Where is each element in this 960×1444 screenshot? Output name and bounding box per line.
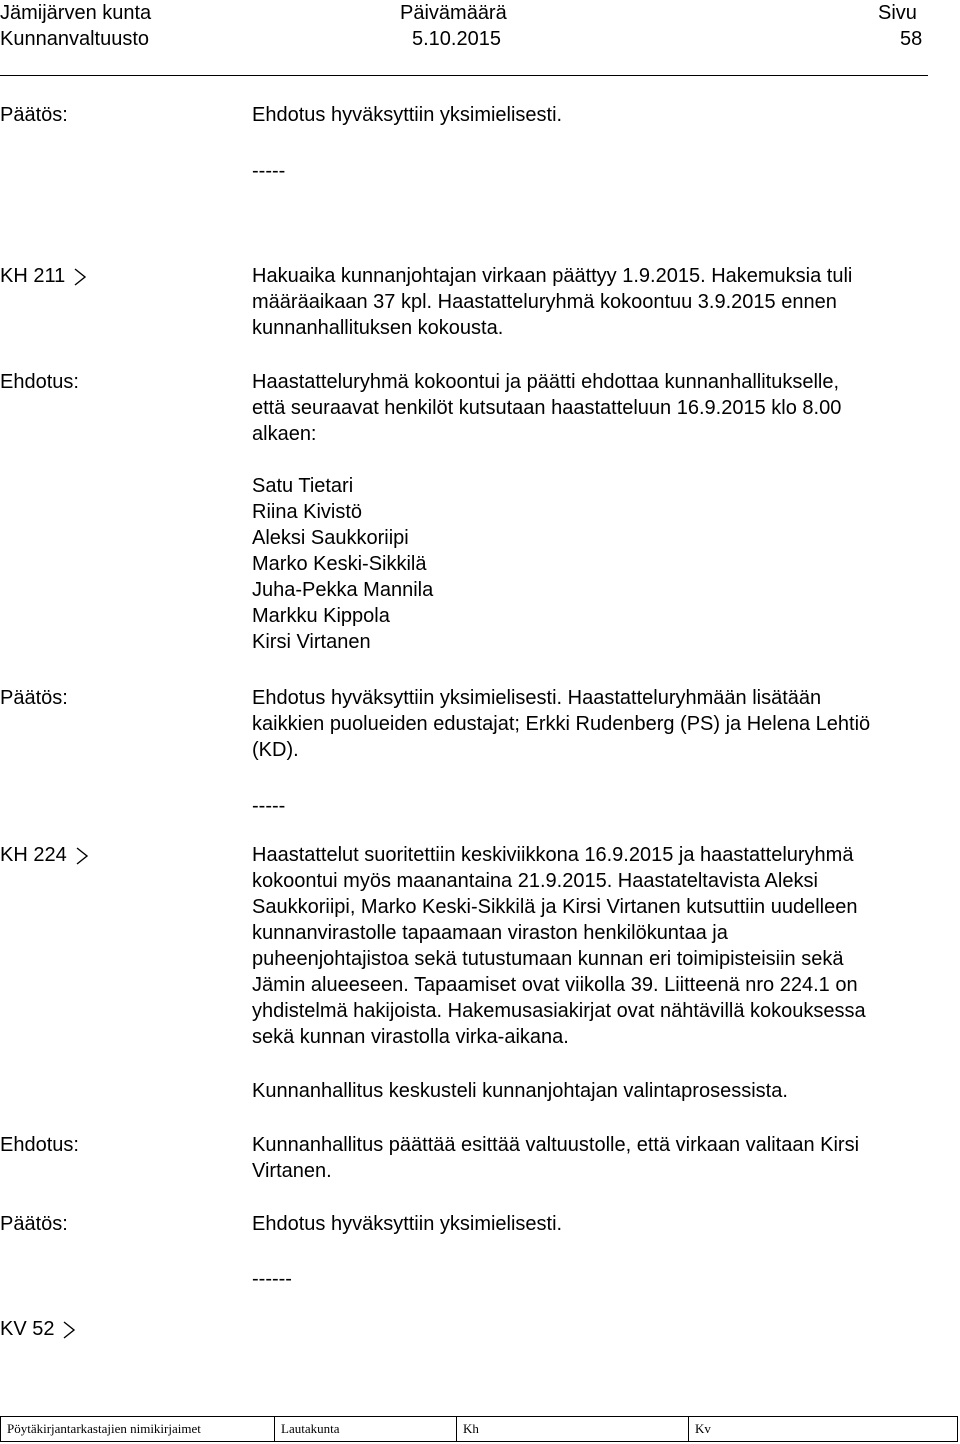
ehdotus-label: Ehdotus:: [0, 371, 79, 393]
section-id-text: KH 211: [0, 265, 66, 287]
footer-board-label: Lautakunta: [275, 1417, 457, 1441]
footer-signatures-label: Pöytäkirjantarkastajien nimikirjaimet: [1, 1417, 275, 1441]
text-line: alkaen:: [252, 423, 317, 445]
text-line: kunnanhallituksen kokousta.: [252, 317, 504, 339]
kh211-ehdotus: [252, 369, 952, 447]
text-line: että seuraavat henkilöt kutsutaan haastatteluun 16.9.2015 klo 8.00: [252, 397, 842, 419]
section-sign-icon: [75, 842, 89, 875]
ehdotus-label: Ehdotus:: [0, 1134, 79, 1156]
text-line: kunnanvirastolle tapaamaan viraston henkilökuntaa ja: [252, 922, 728, 944]
page-label: Sivu: [878, 2, 917, 24]
text-line: määräaikaan 37 kpl. Haastatteluryhmä kokoontuu 3.9.2015 ennen: [252, 291, 837, 313]
kh211-intro: [252, 263, 952, 341]
text-line: Haastatteluryhmä kokoontui ja päätti ehdottaa kunnanhallitukselle,: [252, 371, 840, 393]
paatos-text: Ehdotus hyväksyttiin yksimielisesti.: [252, 1213, 563, 1235]
text-line: kokoontui myös maanantaina 21.9.2015. Haastateltavista Aleksi: [252, 870, 818, 892]
date-label: Päivämäärä: [400, 2, 507, 24]
separator: ------: [252, 1268, 292, 1290]
section-id-text: KV 52: [0, 1318, 55, 1340]
section-kv52-id: [0, 1316, 76, 1349]
separator: -----: [252, 160, 286, 182]
page-number: 58: [900, 28, 923, 50]
discussion-text: Kunnanhallitus keskusteli kunnanjohtajan valintaprosessista.: [252, 1080, 788, 1102]
section-sign-icon: [62, 1316, 76, 1349]
text-line: Saukkoriipi, Marko Keski-Sikkilä ja Kirsi Virtanen kutsuttiin uudelleen: [252, 896, 858, 918]
candidate-name: Satu Tietari: [252, 475, 354, 497]
header-divider: [0, 75, 928, 76]
text-line: Jämin alueeseen. Tapaamiset ovat viikolla 39. Liitteenä nro 224.1 on: [252, 974, 858, 996]
text-line: yhdistelmä hakijoista. Hakemusasiakirjat ovat nähtävillä kokouksessa: [252, 1000, 866, 1022]
text-line: Kunnanhallitus päättää esittää valtuustolle, että virkaan valitaan Kirsi: [252, 1134, 860, 1156]
text-line: Ehdotus hyväksyttiin yksimielisesti. Haastatteluryhmään lisätään: [252, 687, 822, 709]
kh211-paatos: [252, 685, 952, 763]
candidate-list: [252, 473, 952, 655]
text-line: Virtanen.: [252, 1160, 332, 1182]
footer-kh-label: Kh: [457, 1417, 689, 1441]
candidate-name: Riina Kivistö: [252, 501, 363, 523]
candidate-name: Kirsi Virtanen: [252, 631, 371, 653]
text-line: kaikkien puolueiden edustajat; Erkki Rudenberg (PS) ja Helena Lehtiö: [252, 713, 871, 735]
text-line: Hakuaika kunnanjohtajan virkaan päättyy 1.9.2015. Hakemuksia tuli: [252, 265, 853, 287]
paatos-label: Päätös:: [0, 1213, 68, 1235]
kh224-ehdotus: [252, 1132, 952, 1184]
paatos-text: Ehdotus hyväksyttiin yksimielisesti.: [252, 104, 563, 126]
section-sign-icon: [73, 263, 87, 296]
kh224-text: [252, 842, 952, 1050]
section-kh224-id: [0, 842, 89, 875]
council-name: Kunnanvaltuusto: [0, 28, 150, 50]
text-line: puheenjohtajistoa sekä tutustumaan kunnan eri toimipisteisiin sekä: [252, 948, 844, 970]
paatos-label: Päätös:: [0, 687, 68, 709]
paatos-label: Päätös:: [0, 104, 68, 126]
candidate-name: Markku Kippola: [252, 605, 390, 627]
signature-footer: [0, 1416, 958, 1442]
candidate-name: Juha-Pekka Mannila: [252, 579, 434, 601]
text-line: sekä kunnan virastolla virka-aikana.: [252, 1026, 569, 1048]
text-line: Haastattelut suoritettiin keskiviikkona 16.9.2015 ja haastatteluryhmä: [252, 844, 854, 866]
separator: -----: [252, 795, 286, 817]
text-line: (KD).: [252, 739, 299, 761]
footer-kv-label: Kv: [695, 1421, 711, 1436]
meeting-date: 5.10.2015: [412, 28, 501, 50]
section-kh211-id: [0, 263, 87, 296]
section-id-text: KH 224: [0, 844, 67, 866]
municipality-name: Jämijärven kunta: [0, 2, 152, 24]
candidate-name: Marko Keski-Sikkilä: [252, 553, 427, 575]
candidate-name: Aleksi Saukkoriipi: [252, 527, 409, 549]
